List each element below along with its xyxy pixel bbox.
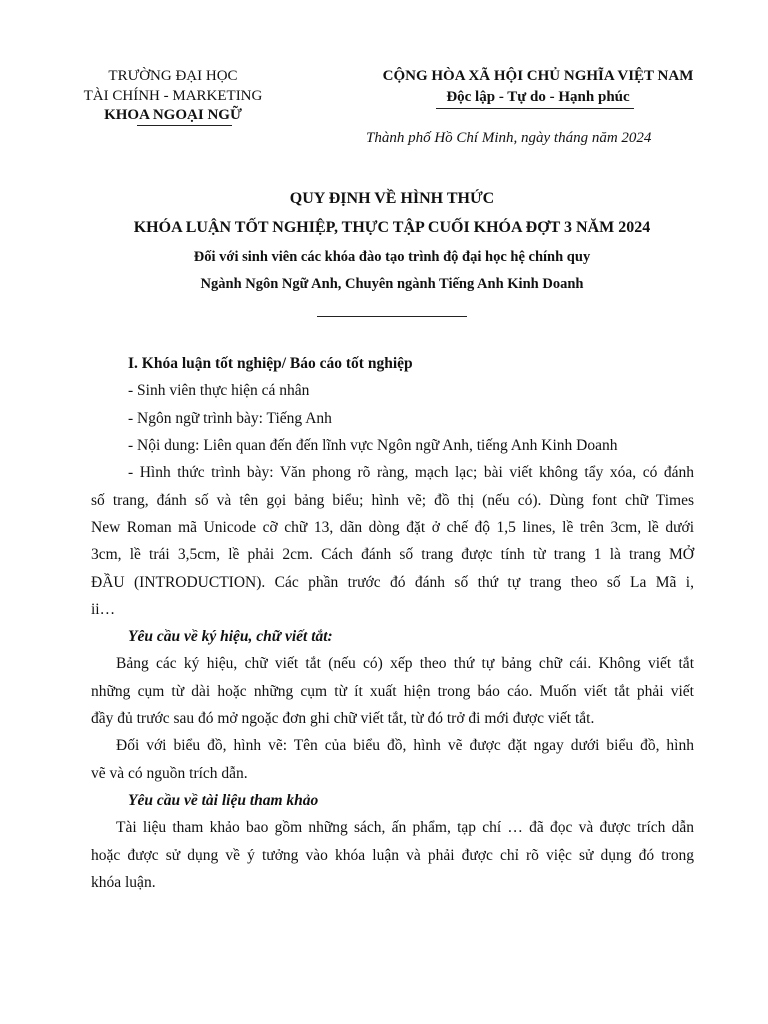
university-name-line2: TÀI CHÍNH - MARKETING (83, 88, 263, 104)
dateline: Thành phố Hồ Chí Minh, ngày tháng năm 2024 (366, 130, 652, 146)
section-heading: I. Khóa luận tốt nghiệp/ Báo cáo tốt nghiệp (128, 355, 413, 372)
paragraph-line: ĐẦU (INTRODUCTION). Các phần trước đó đánh số thứ tự trang theo số La Mã i, (91, 574, 694, 591)
list-item: - Ngôn ngữ trình bày: Tiếng Anh (128, 410, 332, 427)
list-item: - Sinh viên thực hiện cá nhân (128, 382, 310, 399)
paragraph-line: số trang, đánh số và tên gọi bảng biểu; hình vẽ; đồ thị (nếu có). Dùng font chữ Times (91, 492, 694, 509)
faculty-name: KHOA NGOẠI NGỮ (104, 107, 242, 123)
paragraph-line: Bảng các ký hiệu, chữ viết tắt (nếu có) xếp theo thứ tự bảng chữ cái. Không viết tắt (116, 655, 694, 672)
paragraph-line: ii… (91, 601, 116, 618)
paragraph-line: khóa luận. (91, 874, 156, 891)
university-name: TRƯỜNG ĐẠI HỌC (108, 68, 238, 84)
paragraph-line: Đối với biểu đồ, hình vẽ: Tên của biểu đồ, hình vẽ được đặt ngay dưới biểu đồ, hình (116, 737, 694, 754)
audience-line: Đối với sinh viên các khóa đào tạo trình độ đại học hệ chính quy (193, 249, 591, 265)
national-title: CỘNG HÒA XÃ HỘI CHỦ NGHĨA VIỆT NAM (382, 68, 694, 84)
motto-underline (436, 108, 634, 109)
paragraph-line: đầy đủ trước sau đó mở ngoặc đơn ghi chữ viết tắt, từ đó trở đi mới được viết tắt. (91, 710, 595, 727)
paragraph-line: New Roman mã Unicode cỡ chữ 13, dãn dòng đặt ở chế độ 1,5 lines, lề trên 3cm, lề dưới (91, 519, 694, 536)
paragraph-line: Tài liệu tham khảo bao gồm những sách, ấn phẩm, tạp chí … đã đọc và được trích dẫn (116, 819, 694, 836)
paragraph-line: 3cm, lề trái 3,5cm, lề phải 2cm. Cách đánh số trang được tính từ trang 1 là trang MỞ (91, 546, 694, 563)
paragraph-line: hoặc được sử dụng về ý tưởng vào khóa luận và phải được chỉ rõ việc sử dụng đó trong (91, 847, 694, 864)
list-item: - Nội dung: Liên quan đến đến lĩnh vực Ngôn ngữ Anh, tiếng Anh Kinh Doanh (128, 437, 618, 454)
faculty-underline (137, 125, 232, 126)
national-motto: Độc lập - Tự do - Hạnh phúc (446, 89, 630, 105)
paragraph-line: vẽ và có nguồn trích dẫn. (91, 765, 248, 782)
subsection-heading: Yêu cầu về tài liệu tham khảo (128, 792, 319, 809)
title-divider (317, 316, 467, 317)
subsection-heading: Yêu cầu về ký hiệu, chữ viết tắt: (128, 628, 333, 645)
document-title: QUY ĐỊNH VỀ HÌNH THỨC (289, 190, 495, 207)
paragraph-line: - Hình thức trình bày: Văn phong rõ ràng, mạch lạc; bài viết không tẩy xóa, có đánh (128, 464, 694, 481)
major-line: Ngành Ngôn Ngữ Anh, Chuyên ngành Tiếng Anh Kinh Doanh (200, 276, 584, 292)
paragraph-line: những cụm từ dài hoặc những cụm từ ít xuất hiện trong báo cáo. Muốn viết tắt phải viết (91, 683, 694, 700)
document-subtitle: KHÓA LUẬN TỐT NGHIỆP, THỰC TẬP CUỐI KHÓA ĐỢT 3 NĂM 2024 (133, 219, 651, 236)
